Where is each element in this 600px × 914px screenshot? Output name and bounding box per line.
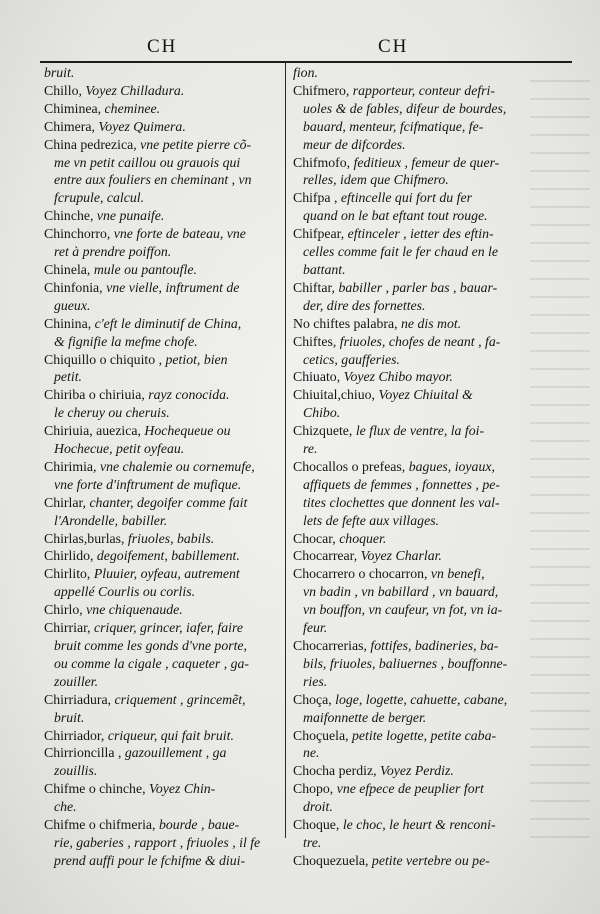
definition-text: mule ou pantoufle. bbox=[93, 261, 197, 277]
entry-line bbox=[293, 512, 525, 530]
dictionary-entry bbox=[44, 136, 276, 208]
dictionary-entry bbox=[44, 691, 276, 727]
dictionary-entry bbox=[44, 82, 276, 100]
definition-text: Pluuier, oyfeau, autrement bbox=[93, 566, 240, 582]
dictionary-entry bbox=[44, 64, 276, 82]
definition-text: lets de fefte aux villages. bbox=[303, 512, 440, 528]
definition-text: meur de difcordes. bbox=[303, 136, 406, 152]
dictionary-entry bbox=[293, 816, 525, 852]
definition-text: petite logette, petite caba- bbox=[352, 727, 497, 743]
definition-text: relles, idem que Chifmero. bbox=[303, 172, 449, 188]
definition-text: Voyez Chilladura. bbox=[85, 82, 185, 98]
dictionary-entry bbox=[293, 64, 525, 82]
entry-line bbox=[44, 530, 276, 548]
entry-line bbox=[44, 333, 276, 351]
definition-text: feur. bbox=[303, 620, 328, 636]
headword: Chinela, bbox=[44, 261, 94, 277]
headword: Chirlas,burlas, bbox=[44, 530, 128, 546]
definition-text: eftinceler , ietter des eftin- bbox=[347, 226, 494, 242]
headword: Chiuital,chiuo, bbox=[293, 387, 379, 403]
dictionary-entry bbox=[44, 530, 276, 548]
dictionary-entry bbox=[44, 261, 276, 279]
entry-line bbox=[293, 780, 525, 798]
headword: Chopo, bbox=[293, 781, 337, 797]
definition-text: bauard, menteur, fcifmatique, fe- bbox=[303, 118, 484, 134]
entry-line bbox=[44, 243, 276, 261]
entry-line bbox=[293, 762, 525, 780]
entry-line bbox=[293, 619, 525, 637]
headword: Chocallos o prefeas, bbox=[293, 458, 409, 474]
entry-line bbox=[44, 154, 276, 172]
definition-text: che. bbox=[54, 799, 77, 815]
entry-line bbox=[293, 64, 525, 82]
dictionary-entry bbox=[293, 852, 525, 870]
headword: Chocarrear, bbox=[293, 548, 361, 564]
entry-line bbox=[293, 530, 525, 548]
entry-line bbox=[44, 64, 276, 82]
dictionary-entry bbox=[44, 780, 276, 816]
definition-text: quand on le bat eftant tout rouge. bbox=[303, 208, 488, 224]
definition-text: celles comme fait le fer chaud en le bbox=[303, 244, 499, 260]
entry-line bbox=[44, 547, 276, 565]
headword: Chinfonia, bbox=[44, 279, 107, 295]
entry-line bbox=[44, 852, 276, 870]
definition-text: c'eft le diminutif de China, bbox=[94, 315, 242, 331]
definition-text: Hochequeue ou bbox=[144, 423, 231, 439]
dictionary-entry bbox=[293, 780, 525, 816]
headword: Chocha perdiz, bbox=[293, 763, 380, 779]
dictionary-entry bbox=[44, 494, 276, 530]
definition-text: choquer. bbox=[339, 530, 387, 546]
definition-text: fcrupule, calcul. bbox=[54, 190, 145, 206]
entry-line bbox=[44, 297, 276, 315]
definition-text: friuoles, chofes de neant , fa- bbox=[339, 333, 501, 349]
definition-text: bruit comme les gonds d'vne porte, bbox=[54, 638, 248, 653]
dictionary-entry bbox=[293, 565, 525, 637]
dictionary-entry bbox=[293, 547, 525, 565]
definition-text: appellé Courlis ou corlis. bbox=[54, 584, 196, 600]
definition-text: ou comme la cigale , caqueter , ga- bbox=[54, 655, 250, 671]
definition-text: vne petite pierre cõ- bbox=[140, 136, 252, 152]
dictionary-entry bbox=[293, 279, 525, 315]
entry-line bbox=[44, 727, 276, 745]
entry-line bbox=[44, 673, 276, 691]
column-divider bbox=[285, 63, 286, 838]
entry-line bbox=[293, 565, 525, 583]
entry-line bbox=[44, 619, 276, 637]
definition-text: gazouillement , ga bbox=[124, 745, 227, 761]
definition-text: entre aux fouliers en cheminant , vn bbox=[54, 172, 252, 188]
definition-text: & fignifie la mefme chofe. bbox=[54, 333, 198, 349]
entry-line bbox=[44, 565, 276, 583]
definition-text: Voyez Chibo mayor. bbox=[343, 369, 453, 385]
definition-text: vne forte de bateau, vne bbox=[113, 226, 246, 242]
headword: Chillo, bbox=[44, 82, 86, 98]
dictionary-entry bbox=[293, 82, 525, 154]
headword: Chifmero, bbox=[293, 82, 353, 98]
entry-line bbox=[293, 207, 525, 225]
definition-text: Voyez Quimera. bbox=[98, 118, 186, 134]
definition-text: vne punaife. bbox=[96, 208, 165, 224]
definition-text: zouiller. bbox=[54, 673, 99, 689]
dictionary-entry bbox=[44, 118, 276, 136]
headword: Chimera, bbox=[44, 118, 99, 134]
entry-line bbox=[44, 315, 276, 333]
entry-line bbox=[44, 834, 276, 852]
dictionary-entry bbox=[293, 458, 525, 530]
headword: Chirlito, bbox=[44, 566, 94, 582]
entry-line bbox=[44, 261, 276, 279]
entry-line bbox=[44, 100, 276, 118]
dictionary-entry bbox=[44, 547, 276, 565]
headword: No chiftes palabra, bbox=[293, 315, 402, 331]
entry-line bbox=[44, 583, 276, 601]
definition-text: ret à prendre poiffon. bbox=[54, 244, 172, 260]
headword: Chifpa , bbox=[293, 190, 341, 206]
entry-line bbox=[44, 368, 276, 386]
dictionary-entry bbox=[293, 333, 525, 369]
definition-text: eftincelle qui fort du fer bbox=[340, 190, 472, 206]
headword: Chirriar, bbox=[44, 620, 95, 636]
dictionary-entry bbox=[44, 601, 276, 619]
entry-line bbox=[293, 136, 525, 154]
definition-text: rayz conocida. bbox=[148, 387, 230, 403]
entry-line bbox=[293, 297, 525, 315]
entry-line bbox=[44, 225, 276, 243]
definition-text: uoles & de fables, difeur de bourdes, bbox=[303, 100, 507, 116]
dictionary-entry bbox=[44, 386, 276, 422]
dictionary-entry bbox=[44, 744, 276, 780]
entry-line bbox=[44, 780, 276, 798]
entry-line bbox=[293, 655, 525, 673]
entry-line bbox=[293, 440, 525, 458]
entry-line bbox=[293, 100, 525, 118]
definition-text: tites clochettes que donnent les val- bbox=[303, 494, 500, 510]
page-header bbox=[40, 34, 570, 62]
headword: Chiftar, bbox=[293, 279, 339, 295]
entry-line bbox=[44, 691, 276, 709]
entry-line bbox=[293, 118, 525, 136]
definition-text: maifonnette de berger. bbox=[303, 709, 427, 725]
definition-text: babiller , parler bas , bauar- bbox=[338, 279, 498, 295]
show-through-texture bbox=[530, 80, 590, 840]
entry-line bbox=[293, 798, 525, 816]
entry-line bbox=[44, 655, 276, 673]
dictionary-entry bbox=[293, 762, 525, 780]
headword: Chiftes, bbox=[293, 333, 340, 349]
definition-text: petit. bbox=[54, 369, 82, 385]
entry-line bbox=[293, 315, 525, 333]
definition-text: cetics, gaufferies. bbox=[303, 351, 400, 367]
headword: Chinina, bbox=[44, 315, 95, 331]
entry-line bbox=[293, 171, 525, 189]
headword: China pedrezica, bbox=[44, 136, 141, 152]
definition-text: vn benefi, bbox=[430, 566, 485, 582]
dictionary-entry bbox=[44, 727, 276, 745]
headword: Chiuato, bbox=[293, 369, 344, 385]
dictionary-entry bbox=[44, 619, 276, 691]
entry-line bbox=[293, 386, 525, 404]
definition-text: zouillis. bbox=[54, 763, 98, 779]
entry-line bbox=[293, 494, 525, 512]
entry-line bbox=[293, 243, 525, 261]
entry-line bbox=[293, 709, 525, 727]
entry-line bbox=[44, 637, 276, 655]
definition-text: re. bbox=[303, 441, 318, 457]
definition-text: vne vielle, inftrument de bbox=[106, 279, 240, 295]
dictionary-entry bbox=[44, 816, 276, 870]
headword: Chinche, bbox=[44, 208, 97, 224]
definition-text: cheminee. bbox=[104, 100, 161, 116]
definition-text: bruit. bbox=[44, 65, 75, 80]
dictionary-entry bbox=[293, 315, 525, 333]
right-column bbox=[293, 64, 525, 870]
dictionary-entry bbox=[293, 225, 525, 279]
dictionary-entry bbox=[293, 189, 525, 225]
dictionary-entry bbox=[44, 458, 276, 494]
entry-line bbox=[44, 762, 276, 780]
dictionary-entry bbox=[293, 368, 525, 386]
definition-text: criquer, grincer, iafer, faire bbox=[94, 620, 243, 636]
left-column bbox=[44, 64, 276, 870]
entry-line bbox=[44, 440, 276, 458]
entry-line bbox=[293, 816, 525, 834]
definition-text: Voyez Perdiz. bbox=[379, 763, 454, 779]
dictionary-entry bbox=[293, 691, 525, 727]
definition-text: friuoles, babils. bbox=[127, 530, 215, 546]
headword: Chinchorro, bbox=[44, 226, 114, 242]
entry-line bbox=[293, 583, 525, 601]
definition-text: bruit. bbox=[54, 709, 85, 725]
dictionary-entry bbox=[44, 279, 276, 315]
headword: Chifpear, bbox=[293, 226, 348, 242]
entry-line bbox=[44, 171, 276, 189]
dictionary-entry bbox=[293, 530, 525, 548]
definition-text: vne chalemie ou cornemufe, bbox=[99, 458, 255, 474]
entry-line bbox=[293, 351, 525, 369]
definition-text: le cheruy ou cheruis. bbox=[54, 405, 170, 421]
entry-line bbox=[44, 494, 276, 512]
entry-line bbox=[293, 547, 525, 565]
entry-line bbox=[293, 422, 525, 440]
definition-text: ries. bbox=[303, 673, 328, 689]
definition-text: battant. bbox=[303, 261, 346, 277]
entry-line bbox=[293, 368, 525, 386]
entry-line bbox=[293, 458, 525, 476]
entry-line bbox=[44, 816, 276, 834]
entry-line bbox=[293, 333, 525, 351]
dictionary-entry bbox=[44, 565, 276, 601]
definition-text: le flux de ventre, la foi- bbox=[355, 423, 485, 439]
headword: Chizquete, bbox=[293, 423, 356, 439]
entry-line bbox=[44, 422, 276, 440]
dictionary-entry bbox=[44, 207, 276, 225]
headword: Chocarrerias, bbox=[293, 638, 371, 653]
definition-text: ne. bbox=[303, 745, 320, 761]
headword: Chifmofo, bbox=[293, 154, 354, 170]
definition-text: loge, logette, cahuette, cabane, bbox=[335, 691, 508, 707]
dictionary-entry bbox=[44, 225, 276, 261]
definition-text: le choc, le heurt & renconi- bbox=[342, 817, 496, 833]
dictionary-entry bbox=[44, 422, 276, 458]
definition-text: vn badin , vn babillard , vn bauard, bbox=[303, 584, 499, 600]
dictionary-entry bbox=[293, 386, 525, 422]
headword: Chiquillo o chiquito , bbox=[44, 351, 166, 367]
entry-line bbox=[44, 798, 276, 816]
headword: Chirlar, bbox=[44, 494, 90, 510]
definition-text: tre. bbox=[303, 834, 322, 850]
entry-line bbox=[293, 601, 525, 619]
definition-text: vne chiquenaude. bbox=[86, 602, 183, 618]
definition-text: criqueur, qui fait bruit. bbox=[107, 727, 234, 743]
header-right: CH bbox=[378, 36, 409, 57]
definition-text: criquement , grincemẽt, bbox=[114, 691, 246, 707]
definition-text: petite vertebre ou pe- bbox=[371, 852, 490, 868]
dictionary-entry bbox=[44, 100, 276, 118]
definition-text: feditieux , femeur de quer- bbox=[353, 154, 500, 170]
entry-line bbox=[293, 673, 525, 691]
headword: Chiminea, bbox=[44, 100, 105, 116]
entry-line bbox=[293, 691, 525, 709]
headword: Chifme o chifmeria, bbox=[44, 817, 159, 833]
dictionary-entry bbox=[293, 154, 525, 190]
definition-text: me vn petit caillou ou grauois qui bbox=[54, 154, 241, 170]
definition-text: rie, gaberies , rapport , friuoles , il fe bbox=[54, 834, 261, 850]
definition-text: Chibo. bbox=[303, 405, 341, 421]
dictionary-entry bbox=[44, 315, 276, 351]
entry-line bbox=[293, 154, 525, 172]
dictionary-entry bbox=[293, 422, 525, 458]
entry-line bbox=[293, 637, 525, 655]
entry-line bbox=[293, 476, 525, 494]
headword: Chirriadura, bbox=[44, 691, 115, 707]
headword: Chiriba o chiriuia, bbox=[44, 387, 149, 403]
dictionary-entry bbox=[293, 637, 525, 691]
headword: Chocarrero o chocarron, bbox=[293, 566, 431, 582]
headword: Chocar, bbox=[293, 530, 340, 546]
headword: Chirimia, bbox=[44, 458, 100, 474]
entry-line bbox=[293, 744, 525, 762]
definition-text: prend auffi pour le fchifme & diui- bbox=[54, 852, 246, 868]
definition-text: vn bouffon, vn caufeur, vn fot, vn ia- bbox=[303, 602, 503, 618]
definition-text: affiquets de femmes , fonnettes , pe- bbox=[303, 476, 500, 492]
entry-line bbox=[293, 82, 525, 100]
headword: Choçuela, bbox=[293, 727, 353, 743]
definition-text: l'Arondelle, babiller. bbox=[54, 512, 168, 528]
entry-line bbox=[44, 351, 276, 369]
entry-line bbox=[293, 225, 525, 243]
entry-line bbox=[44, 601, 276, 619]
entry-line bbox=[293, 279, 525, 297]
entry-line bbox=[44, 744, 276, 762]
definition-text: bourde , baue- bbox=[158, 817, 240, 833]
entry-line bbox=[293, 404, 525, 422]
headword: Chirlo, bbox=[44, 602, 87, 618]
entry-line bbox=[293, 261, 525, 279]
headword: Choque, bbox=[293, 817, 343, 833]
definition-text: bagues, ioyaux, bbox=[408, 458, 495, 474]
definition-text: droit. bbox=[303, 799, 333, 815]
entry-line bbox=[44, 458, 276, 476]
definition-text: der, dire des fornettes. bbox=[303, 297, 426, 313]
entry-line bbox=[44, 386, 276, 404]
definition-text: vne forte d'inftrument de mufique. bbox=[54, 476, 242, 492]
entry-line bbox=[44, 476, 276, 494]
definition-text: petiot, bien bbox=[165, 351, 228, 367]
definition-text: fottifes, badineries, ba- bbox=[370, 638, 499, 653]
headword: Chirlido, bbox=[44, 548, 97, 564]
definition-text: rapporteur, conteur defri- bbox=[352, 82, 495, 98]
entry-line bbox=[44, 82, 276, 100]
entry-line bbox=[44, 404, 276, 422]
entry-line bbox=[44, 709, 276, 727]
definition-text: chanter, degoifer comme fait bbox=[89, 494, 248, 510]
definition-text: Voyez Chin- bbox=[148, 781, 216, 797]
definition-text: Voyez Charlar. bbox=[360, 548, 442, 564]
definition-text: vne efpece de peuplier fort bbox=[336, 781, 484, 797]
entry-line bbox=[44, 279, 276, 297]
entry-line bbox=[293, 834, 525, 852]
entry-line bbox=[44, 512, 276, 530]
entry-line bbox=[44, 118, 276, 136]
definition-text: gueux. bbox=[54, 297, 91, 313]
header-left: CH bbox=[147, 36, 178, 57]
entry-line bbox=[293, 852, 525, 870]
definition-text: Hochecue, petit oyfeau. bbox=[54, 441, 185, 457]
entry-line bbox=[44, 207, 276, 225]
definition-text: ne dis mot. bbox=[401, 315, 462, 331]
entry-line bbox=[44, 189, 276, 207]
definition-text: Voyez Chiuital & bbox=[378, 387, 473, 403]
entry-line bbox=[44, 136, 276, 154]
headword: Chiriuia, auezica, bbox=[44, 423, 145, 439]
headword: Chifme o chinche, bbox=[44, 781, 149, 797]
headword: Choquezuela, bbox=[293, 852, 372, 868]
headword: Choça, bbox=[293, 691, 336, 707]
entry-line bbox=[293, 727, 525, 745]
definition-text: degoifement, babillement. bbox=[96, 548, 240, 564]
headword: Chirrioncilla , bbox=[44, 745, 125, 761]
header-rule bbox=[40, 61, 572, 63]
definition-text: fion. bbox=[293, 65, 318, 80]
dictionary-entry bbox=[293, 727, 525, 763]
definition-text: bils, friuoles, baliuernes , bouffonne- bbox=[303, 655, 508, 671]
entry-line bbox=[293, 189, 525, 207]
dictionary-entry bbox=[44, 351, 276, 387]
headword: Chirriador, bbox=[44, 727, 108, 743]
